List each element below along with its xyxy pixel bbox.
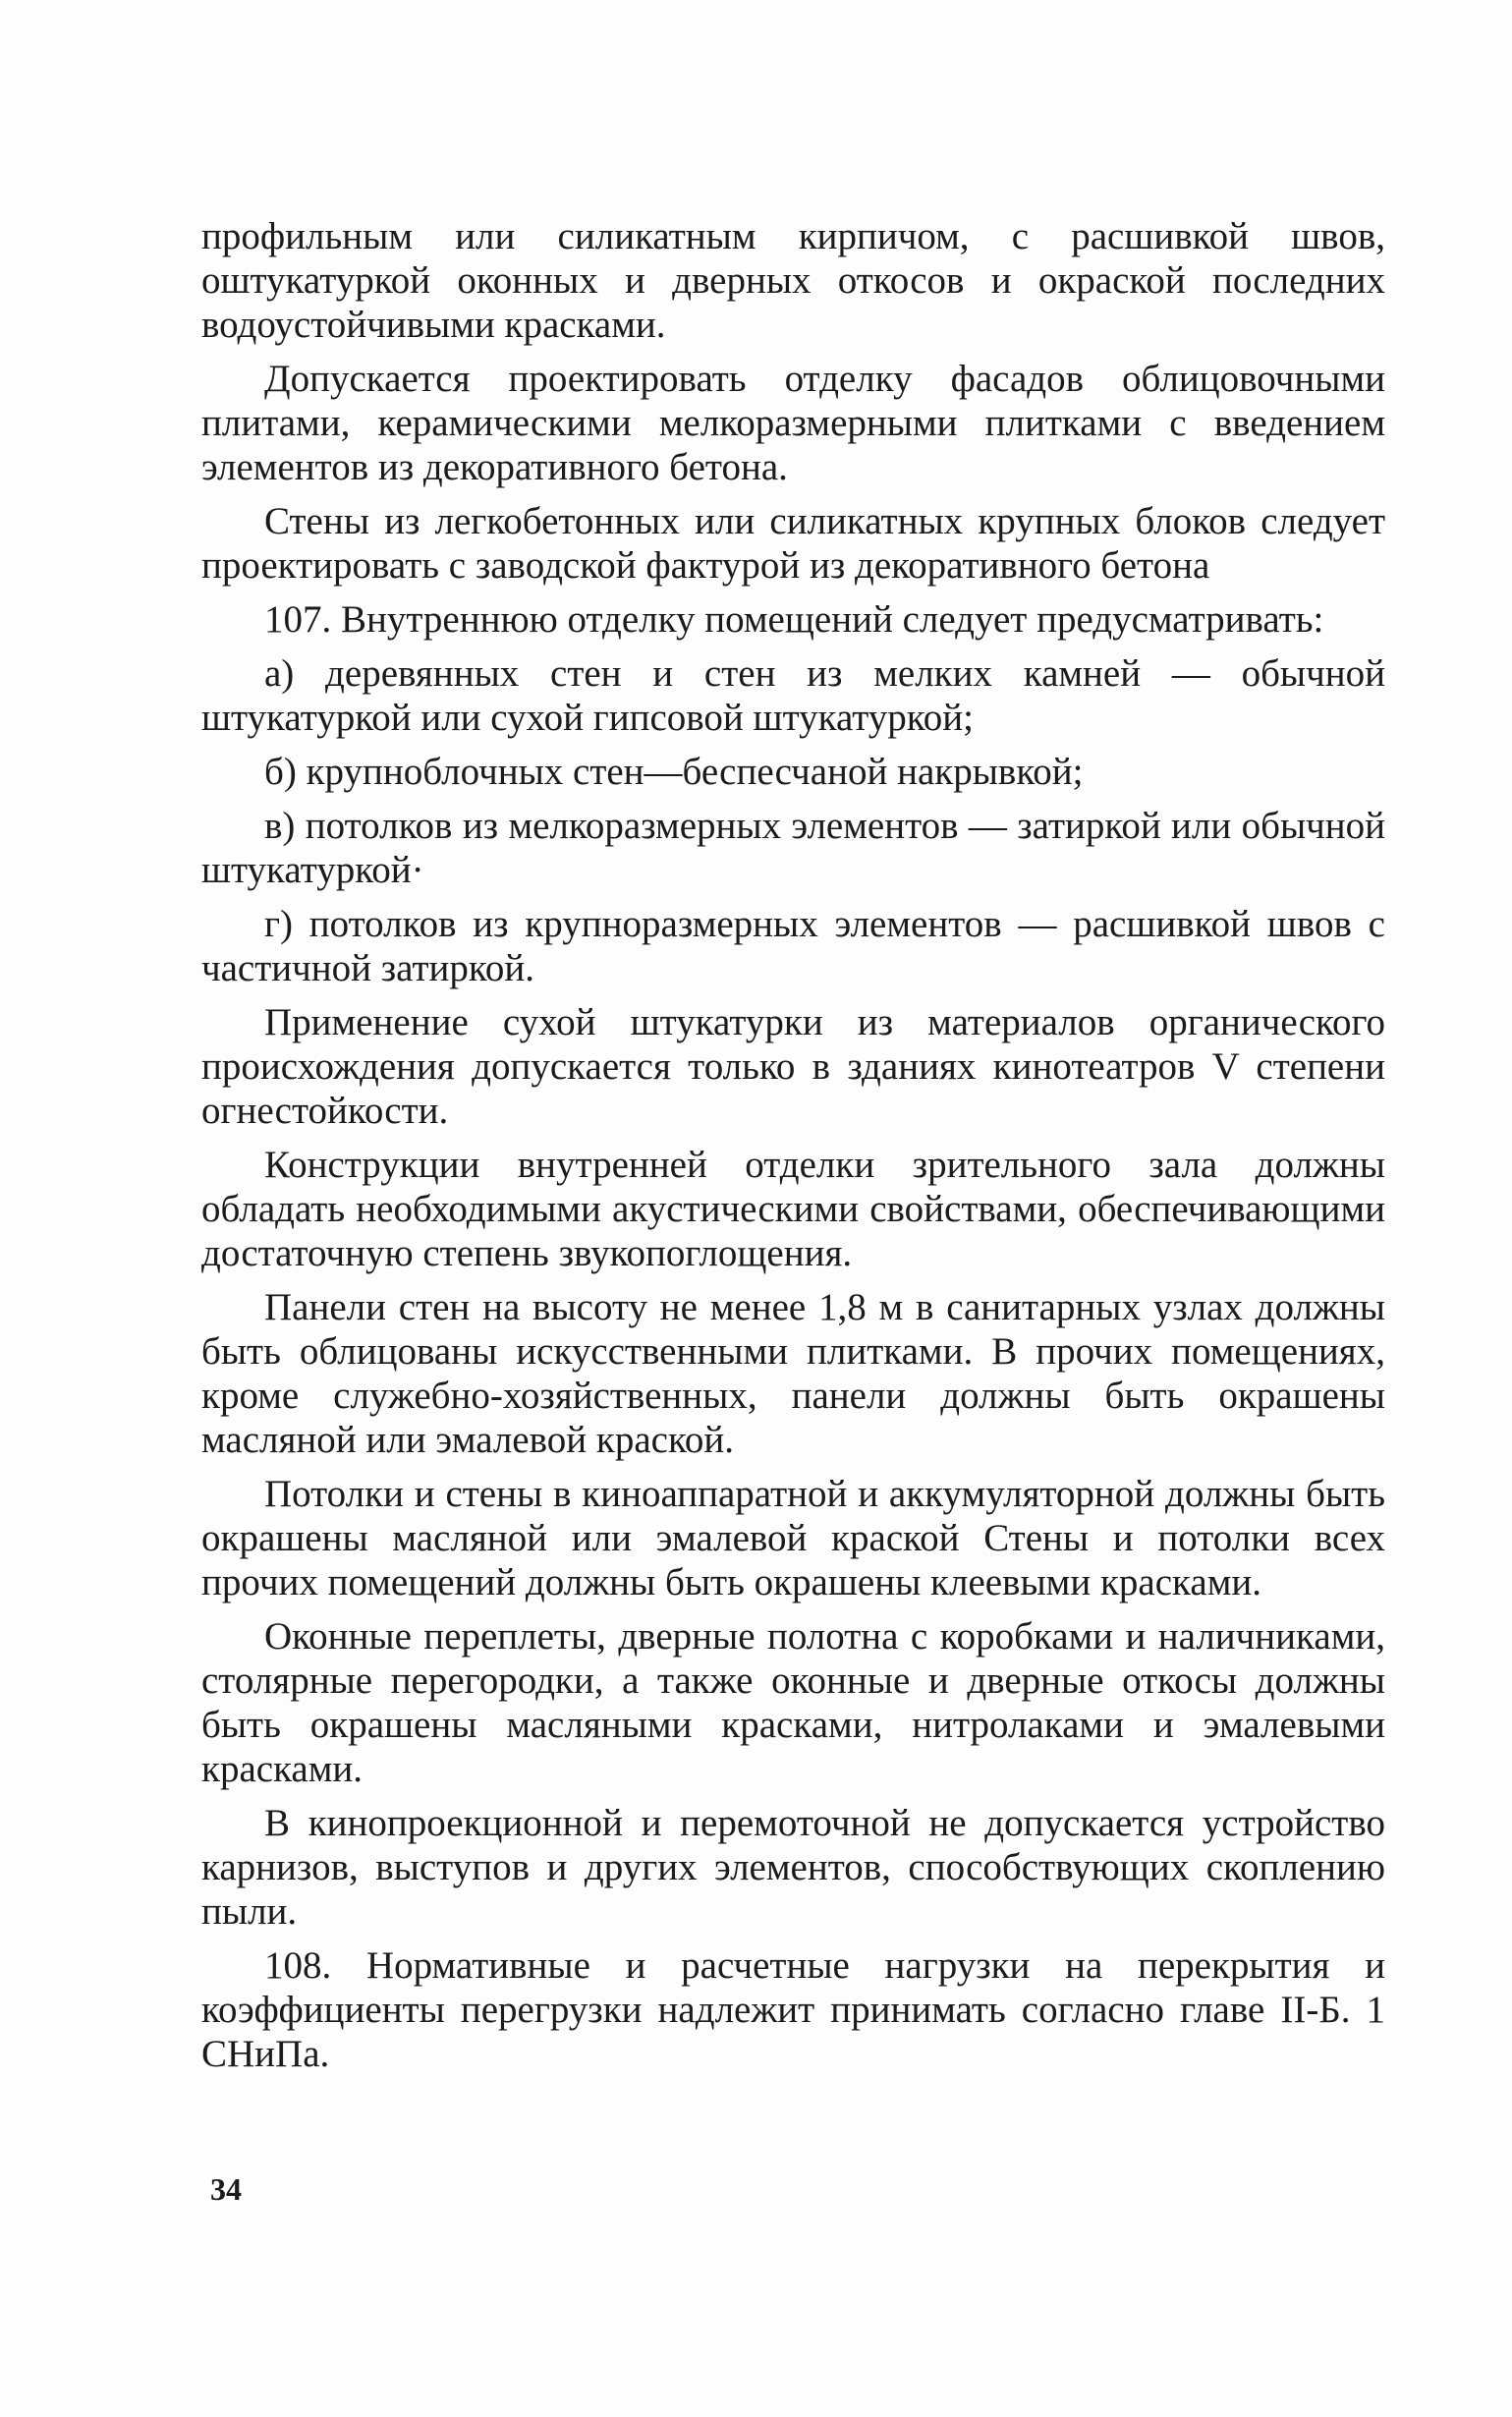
paragraph-wall-panels: Панели стен на высоту не менее 1,8 м в санитарных узлах должны быть облицованы искусственными плитками. В прочих помещениях, кроме служебно-хозяйственных, панели должны быть окрашены масляной или эмалевой краской. bbox=[201, 1286, 1385, 1461]
list-item-g: г) потолков из крупноразмерных элементов — расшивкой швов с частичной затиркой. bbox=[201, 903, 1385, 989]
paragraph-dry-plaster: Применение сухой штукатурки из материалов органического происхождения допускается только в зданиях кинотеатров V степени огнестойкости. bbox=[201, 1001, 1385, 1132]
body-text bbox=[201, 214, 1385, 2086]
paragraph-facade-brick: профильным или силикатным кирпичом, с расшивкой швов, оштукатуркой оконных и дверных откосов и окраской последних водоустойчивыми красками. bbox=[201, 215, 1385, 346]
paragraph-107-heading: 107. Внутреннюю отделку помещений следует предусматривать: bbox=[264, 598, 1324, 641]
paragraph-facade-tiles: Допускается проектировать отделку фасадов облицовочными плитами, керамическими мелкоразмерными плитками с введением элементов из декоративного бетона. bbox=[201, 358, 1385, 488]
paragraph-ceilings-paint: Потолки и стены в киноаппаратной и аккумуляторной должны быть окрашены масляной или эмалевой краской Стены и потолки всех прочих помещений должны быть окрашены клеевыми красками. bbox=[201, 1473, 1385, 1603]
paragraph-projection-room: В кинопроекционной и перемоточной не допускается устройство карнизов, выступов и других элементов, способствующих скоплению пыли. bbox=[201, 1802, 1385, 1933]
list-item-a: а) деревянных стен и стен из мелких камней — обычной штукатуркой или сухой гипсовой штукатуркой; bbox=[201, 652, 1385, 739]
paragraph-block-walls: Стены из легкобетонных или силикатных крупных блоков следует проектировать с заводской фактурой из декоративного бетона bbox=[201, 500, 1385, 587]
page-number: 34 bbox=[210, 2171, 242, 2207]
list-item-v: в) потолков из мелкоразмерных элементов — затиркой или обычной штукатуркой· bbox=[201, 805, 1385, 891]
list-item-b: б) крупноблочных стен—беспесчаной накрывкой; bbox=[264, 751, 1084, 793]
paragraph-108-loads: 108. Нормативные и расчетные нагрузки на перекрытия и коэффициенты перегрузки надлежит принимать согласно главе II-Б. 1 СНиПа. bbox=[201, 1944, 1385, 2075]
paragraph-acoustics: Конструкции внутренней отделки зрительного зала должны обладать необходимыми акустическими свойствами, обеспечивающими достаточную степень звукопоглощения. bbox=[201, 1144, 1385, 1274]
paragraph-window-frames: Оконные переплеты, дверные полотна с коробками и наличниками, столярные перегородки, а также оконные и дверные откосы должны быть окрашены масляными красками, нитролаками и эмалевыми красками. bbox=[201, 1615, 1385, 1790]
